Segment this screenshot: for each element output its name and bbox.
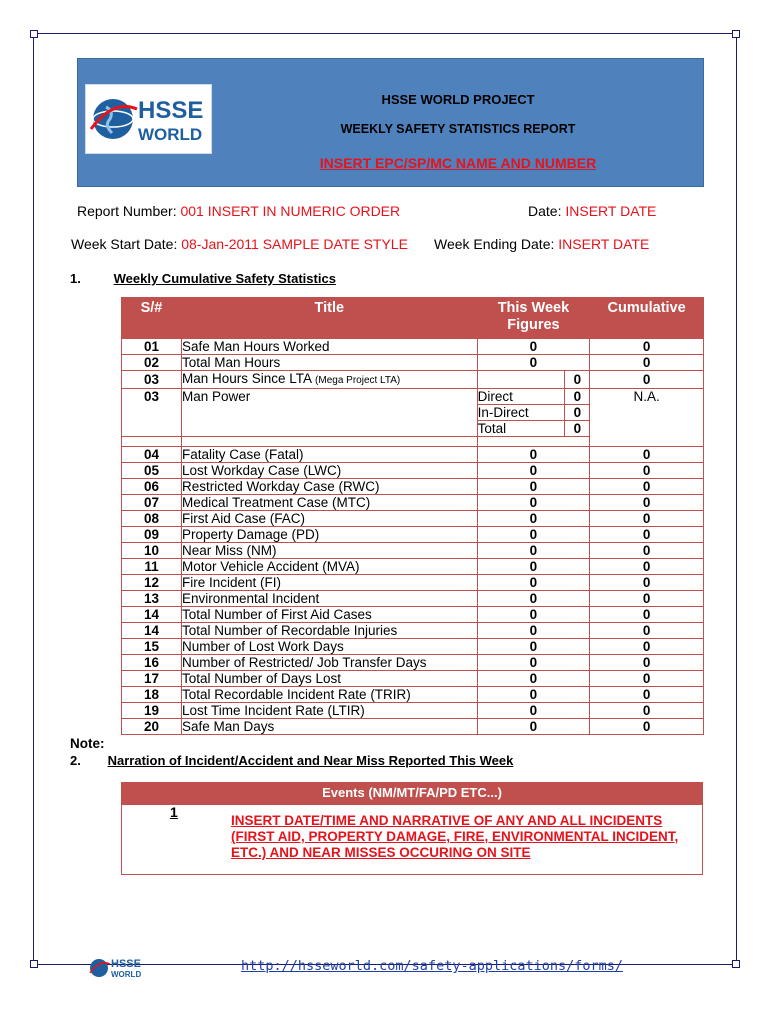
event-narrative: INSERT DATE/TIME AND NARRATIVE OF ANY AND ALL INCIDENTS (FIRST AID, PROPERTY DAMAGE, FIRE, ENVIRONMENTAL INCIDENT, ETC.) AND NEAR MISSES OCCURING ON SITE (231, 813, 679, 860)
table-row: 02 Total Man Hours 0 0 (122, 355, 704, 371)
table-row: 14 Total Number of Recordable Injuries 0 0 (122, 623, 704, 639)
corner-mark (732, 30, 740, 38)
table-row: 09 Property Damage (PD) 0 0 (122, 527, 704, 543)
table-header-row (122, 298, 704, 339)
table-row-manpower: 03 Man Power Direct 0 N.A. (122, 389, 704, 405)
globe-icon (86, 85, 211, 153)
table-row: 19 Lost Time Incident Rate (LTIR) 0 0 (122, 703, 704, 719)
corner-mark (30, 30, 38, 38)
events-header: Events (NM/MT/FA/PD ETC...) (122, 783, 702, 805)
report-number: Report Number: 001 INSERT IN NUMERIC ORDER (77, 203, 401, 219)
week-ending-date: Week Ending Date: INSERT DATE (434, 236, 650, 252)
table-row: 04 Fatality Case (Fatal) 0 0 (122, 447, 704, 463)
report-date: Date: INSERT DATE (528, 203, 657, 219)
table-row: 14 Total Number of First Aid Cases 0 0 (122, 607, 704, 623)
svg-text:HSSE: HSSE (111, 958, 141, 970)
week-start-date: Week Start Date: 08-Jan-2011 SAMPLE DATE STYLE (71, 236, 408, 252)
table-row: 12 Fire Incident (FI) 0 0 (122, 575, 704, 591)
report-title: WEEKLY SAFETY STATISTICS REPORT (340, 122, 576, 136)
footer-logo (88, 955, 163, 981)
svg-text:WORLD: WORLD (111, 970, 142, 979)
insert-name-placeholder: INSERT EPC/SP/MC NAME AND NUMBER (319, 155, 597, 171)
corner-mark (732, 960, 740, 968)
table-row: 16 Number of Restricted/ Job Transfer Days 0 0 (122, 655, 704, 671)
header-banner (77, 58, 704, 187)
safety-statistics-table (121, 297, 704, 735)
table-row: 18 Total Recordable Incident Rate (TRIR) 0 0 (122, 687, 704, 703)
hsse-logo (85, 84, 212, 154)
table-row: 01 Safe Man Hours Worked 0 0 (122, 339, 704, 355)
globe-icon (88, 955, 163, 981)
forms-link[interactable]: http://hsseworld.com/safety-applications/forms/ (241, 958, 624, 974)
table-row-manpower: In-Direct 0 (122, 405, 704, 421)
header-this-week: This Week Figures (477, 298, 590, 339)
table-row: 20 Safe Man Days 0 0 (122, 719, 704, 735)
corner-mark (30, 960, 38, 968)
table-row: 15 Number of Lost Work Days 0 0 (122, 639, 704, 655)
header-sn: S/# (122, 298, 182, 339)
events-box (121, 782, 703, 875)
table-row: 07 Medical Treatment Case (MTC) 0 0 (122, 495, 704, 511)
header-cumulative: Cumulative (590, 298, 704, 339)
project-title: HSSE WORLD PROJECT (381, 92, 535, 107)
section-1-heading: 1. Weekly Cumulative Safety Statistics (70, 271, 336, 286)
section-2-heading: 2. Narration of Incident/Accident and Near Miss Reported This Week (70, 753, 514, 768)
table-row: 10 Near Miss (NM) 0 0 (122, 543, 704, 559)
event-number: 1 (170, 804, 178, 820)
table-row: 13 Environmental Incident 0 0 (122, 591, 704, 607)
table-row: 03 Man Hours Since LTA (Mega Project LTA) 0 0 (122, 371, 704, 389)
note-label: Note: (70, 736, 105, 751)
table-row: 11 Motor Vehicle Accident (MVA) 0 0 (122, 559, 704, 575)
table-row: 06 Restricted Workday Case (RWC) 0 0 (122, 479, 704, 495)
svg-text:HSSE: HSSE (138, 97, 204, 124)
table-row: 05 Lost Workday Case (LWC) 0 0 (122, 463, 704, 479)
table-row-manpower: Total 0 (122, 421, 704, 437)
table-row: 08 First Aid Case (FAC) 0 0 (122, 511, 704, 527)
header-title: Title (181, 298, 477, 339)
table-row: 17 Total Number of Days Lost 0 0 (122, 671, 704, 687)
svg-text:WORLD: WORLD (138, 125, 203, 144)
